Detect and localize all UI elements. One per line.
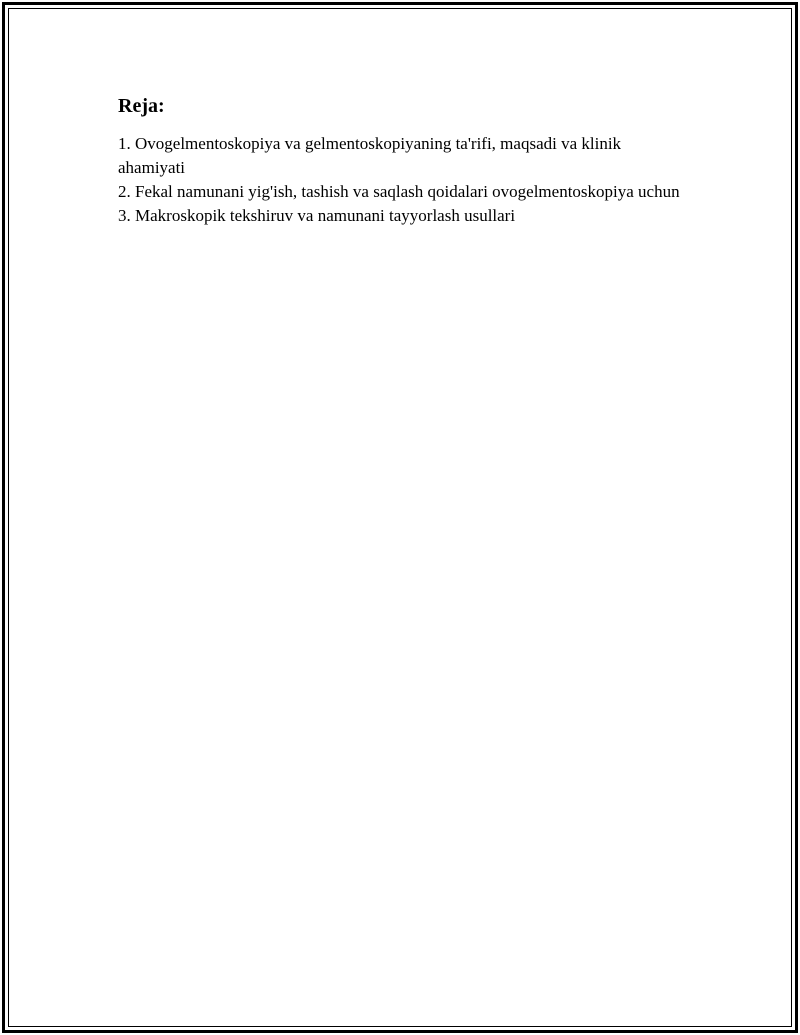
page-content [118,94,688,228]
plan-list [118,132,688,228]
plan-item: 2. Fekal namunani yig'ish, tashish va saqlash qoidalari ovogelmentoskopiya uchun [118,182,680,201]
plan-heading: Reja: [118,95,165,117]
plan-item: 3. Makroskopik tekshiruv va namunani tayyorlash usullari [118,206,516,225]
plan-item: 1. Ovogelmentoskopiya va gelmentoskopiyaning ta'rifi, maqsadi va klinik ahamiyati [118,134,622,177]
